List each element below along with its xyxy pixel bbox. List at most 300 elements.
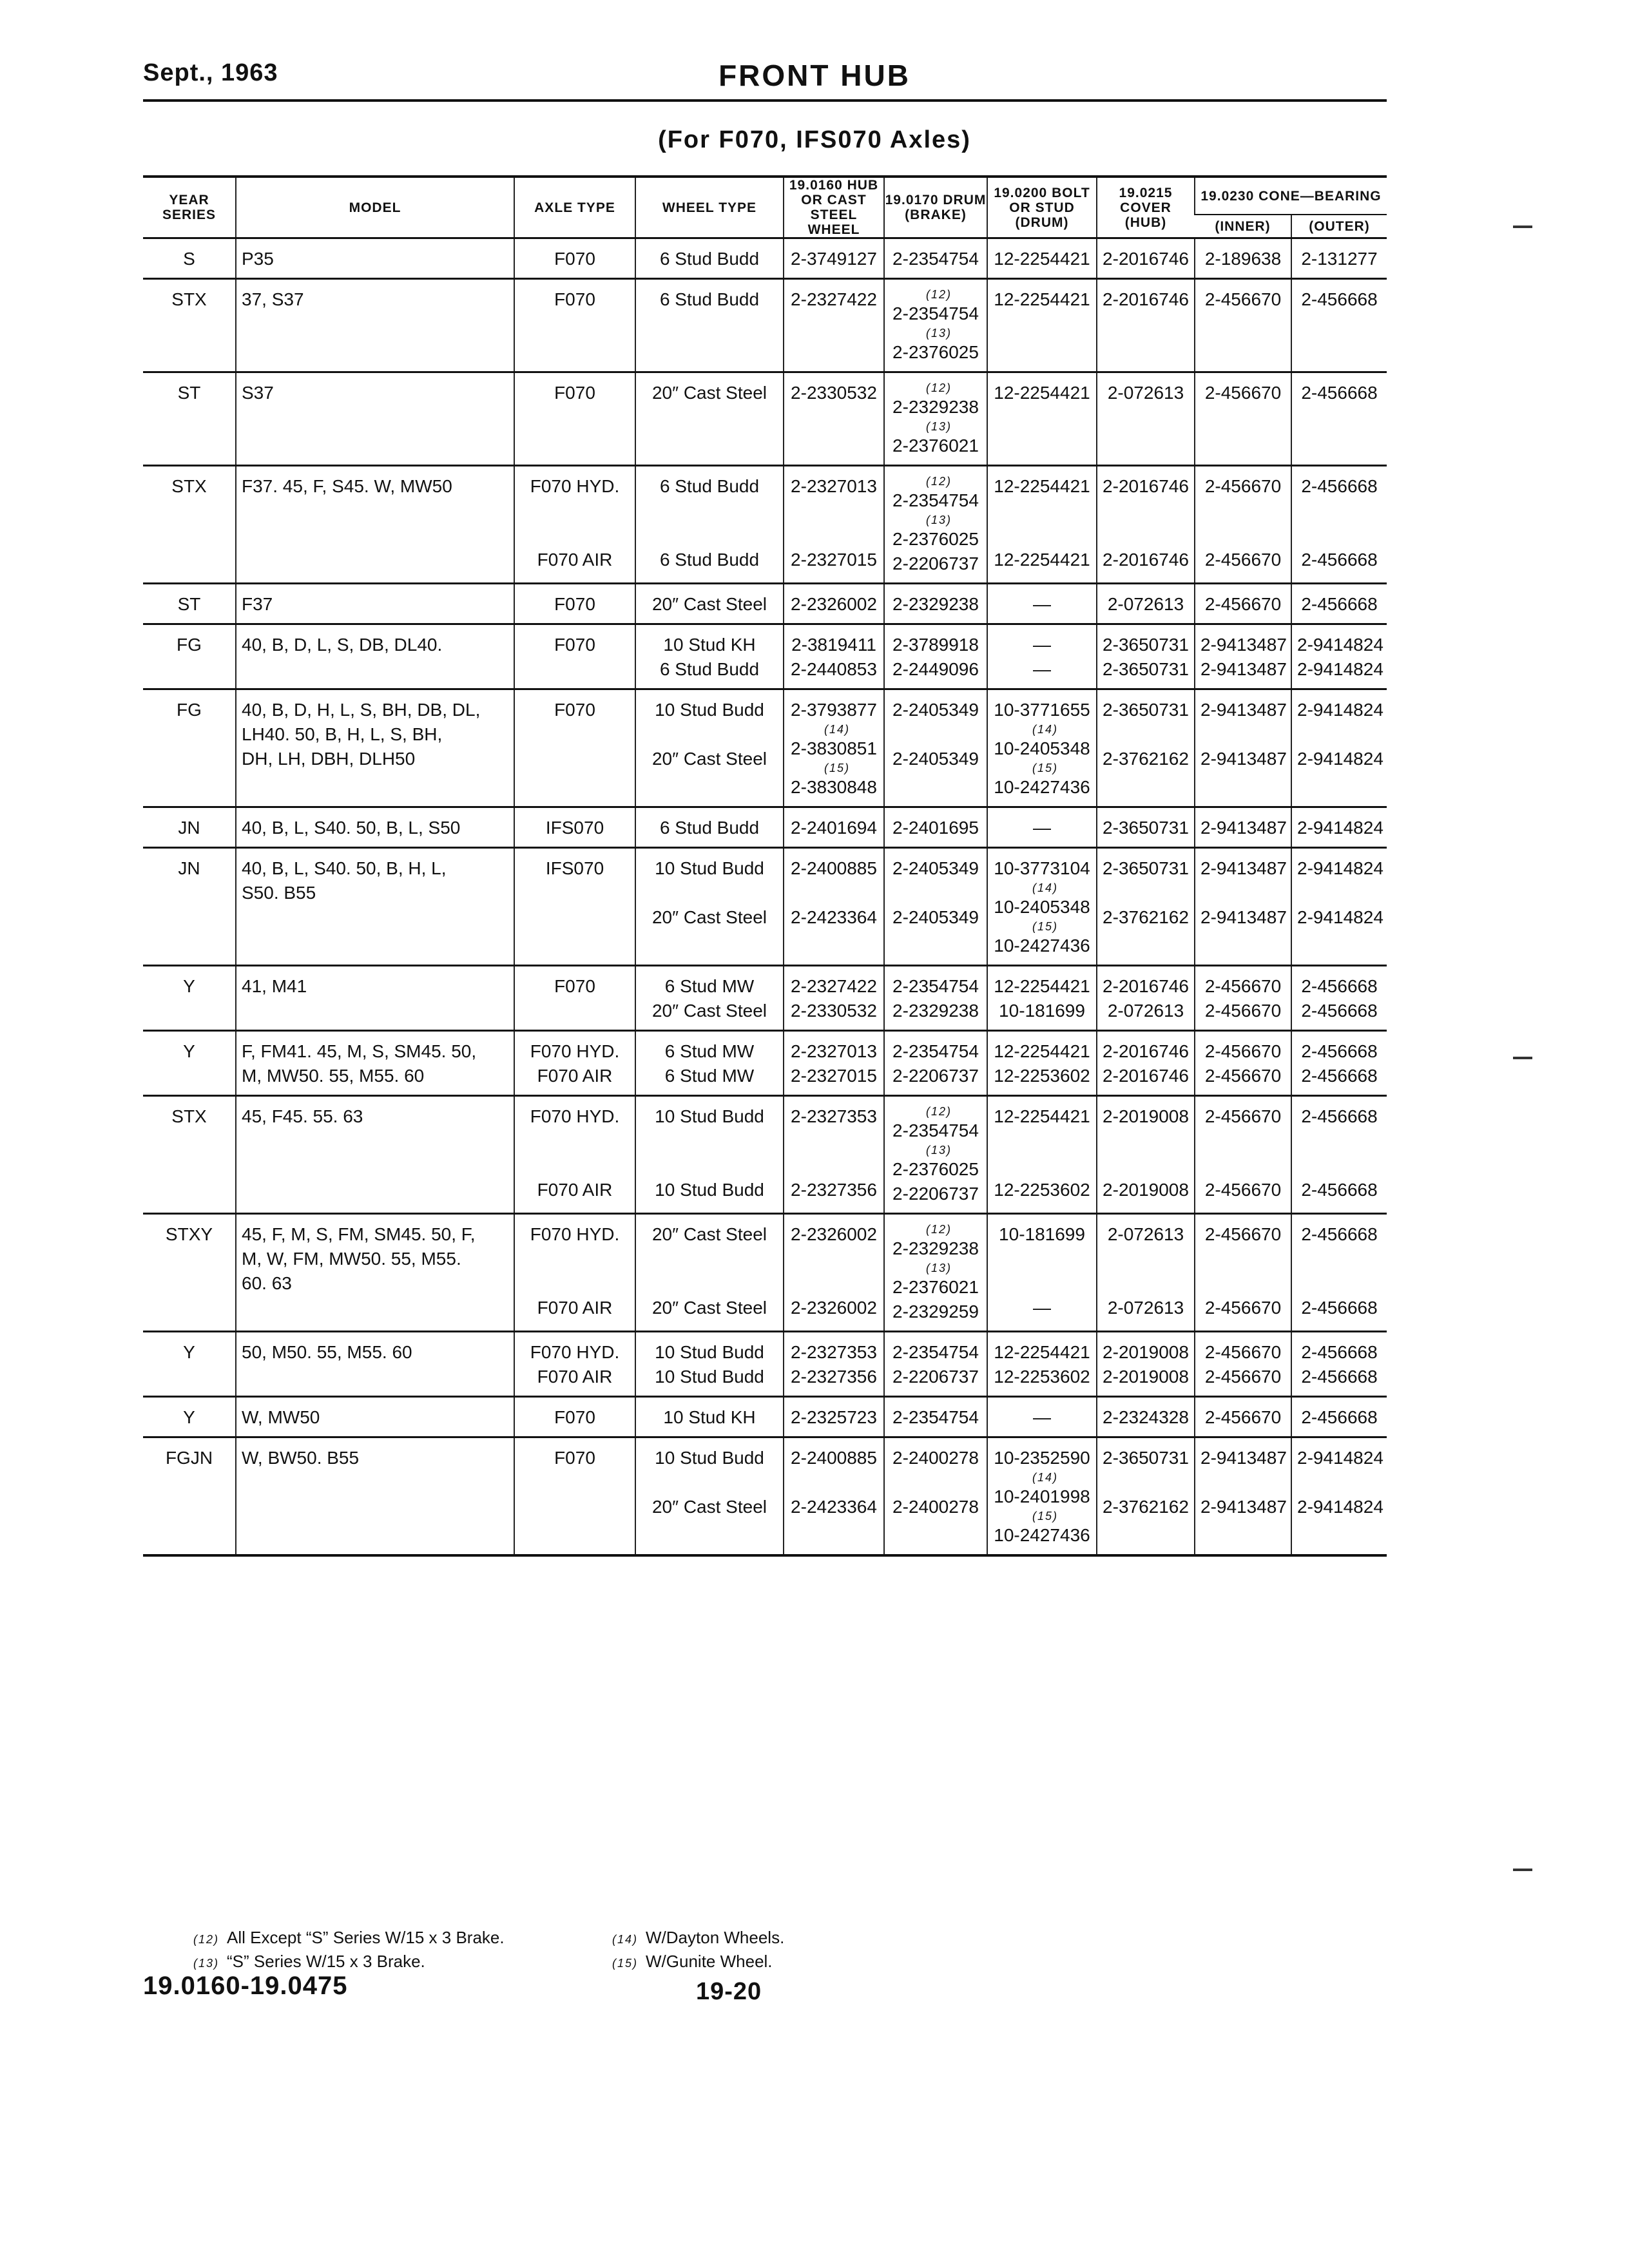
cell-text: F070 — [554, 383, 595, 403]
cell-text: 2-072613 — [1107, 1298, 1184, 1318]
cell-text: 2-2423364 — [791, 1497, 877, 1517]
cell-text — [1297, 722, 1382, 747]
cell-axle — [514, 279, 635, 372]
table-row — [143, 372, 1387, 466]
cell-text: 10 Stud Budd — [655, 1106, 764, 1126]
cell-text: 10-2427436 — [994, 936, 1090, 956]
cell-text: 20″ Cast Steel — [651, 1497, 767, 1517]
cell-note-ref: (12) — [925, 1105, 952, 1118]
cell-wheel — [635, 238, 784, 279]
cell-text: 2-2019008 — [1103, 1342, 1189, 1362]
cell-inner — [1195, 1437, 1291, 1556]
cell-hub — [784, 1332, 884, 1397]
cell-text: 40, B, L, S40. 50, B, H, L, — [242, 858, 447, 878]
cell-bolt — [987, 1397, 1097, 1437]
cell-wheel — [635, 848, 784, 966]
cell-text: 40, B, D, L, S, DB, DL40. — [242, 635, 443, 655]
cell-cover — [1097, 807, 1195, 848]
cell-text: F070 — [554, 700, 595, 720]
cell-inner — [1195, 1397, 1291, 1437]
cell-text: 2-072613 — [1107, 1224, 1184, 1244]
table-row — [143, 584, 1387, 624]
cell-cover — [1097, 584, 1195, 624]
cell-text: 2-456670 — [1204, 1041, 1282, 1061]
col-year-series: YEAR SERIES — [162, 193, 217, 222]
cell-drum — [884, 238, 987, 279]
cell-text: JN — [178, 818, 200, 838]
cell-text: 2-3789918 — [892, 635, 979, 655]
cell-text: 2-9413487 — [1200, 700, 1287, 720]
cell-text: 2-2354754 — [892, 1041, 979, 1061]
table-row — [143, 966, 1387, 1031]
cell-text: P35 — [242, 249, 274, 269]
cell-text: 12-2254421 — [994, 1041, 1090, 1061]
cell-text: — — [1033, 635, 1051, 655]
cell-text: 2-2325723 — [791, 1407, 877, 1427]
cell-hub — [784, 624, 884, 689]
cell-axle — [514, 624, 635, 689]
cell-text: S37 — [242, 383, 274, 403]
cell-text: — — [1033, 1407, 1051, 1427]
cell-drum — [884, 1332, 987, 1397]
cell-text: 2-2016746 — [1103, 289, 1189, 309]
cell-text: 60. 63 — [242, 1273, 292, 1293]
cell-hub — [784, 372, 884, 466]
cell-model — [236, 848, 514, 966]
cell-hub — [784, 966, 884, 1031]
cell-drum — [884, 966, 987, 1031]
cell-text — [1297, 523, 1382, 548]
cell-text: 2-2327015 — [791, 550, 877, 570]
cell-model — [236, 1437, 514, 1556]
cell-text — [641, 1470, 778, 1495]
cell-wheel — [635, 466, 784, 584]
cell-axle — [514, 1214, 635, 1332]
col-axle-type: AXLE TYPE — [514, 177, 635, 238]
cell-model — [236, 966, 514, 1031]
parts-table-container — [143, 175, 1387, 1557]
cell-text: 2-456668 — [1301, 476, 1378, 496]
cell-note-ref: (14) — [1032, 723, 1058, 736]
cell-text: 2-456670 — [1204, 383, 1282, 403]
cell-text: 2-2206737 — [892, 1184, 979, 1204]
cell-text: 2-2327422 — [791, 289, 877, 309]
cell-text: 2-9413487 — [1200, 659, 1287, 679]
cell-hub — [784, 689, 884, 807]
cell-text: 2-9414824 — [1297, 700, 1383, 720]
cell-text: FGJN — [165, 1448, 213, 1468]
cell-text: 2-2327422 — [791, 976, 877, 996]
cell-text — [520, 499, 630, 523]
cell-outer — [1291, 966, 1387, 1031]
cell-axle — [514, 238, 635, 279]
cell-text: 50, M50. 55, M55. 60 — [242, 1342, 412, 1362]
cell-text: 45, F45. 55. 63 — [242, 1106, 363, 1126]
cell-text — [641, 1247, 778, 1271]
cell-inner — [1195, 1031, 1291, 1096]
cell-text: F070 HYD. — [530, 476, 620, 496]
cell-text: F070 — [554, 594, 595, 614]
cell-text: 2-9413487 — [1200, 907, 1287, 927]
cell-wheel — [635, 1096, 784, 1214]
cell-text: IFS070 — [545, 818, 604, 838]
cell-model — [236, 807, 514, 848]
cell-note-ref: (12) — [925, 1223, 952, 1236]
cell-text: F070 — [554, 1407, 595, 1427]
cell-note-ref: (13) — [925, 1144, 952, 1157]
table-row — [143, 279, 1387, 372]
cell-text: 2-2327356 — [791, 1367, 877, 1387]
cell-inner — [1195, 807, 1291, 848]
cell-text: 2-9414824 — [1297, 907, 1383, 927]
cell-text: 2-456668 — [1301, 289, 1378, 309]
cell-note-ref: (12) — [925, 475, 952, 488]
cell-text: 2-2400278 — [892, 1497, 979, 1517]
cell-text: 2-456668 — [1301, 1066, 1378, 1086]
cell-text: 6 Stud Budd — [659, 550, 760, 570]
cell-axle — [514, 689, 635, 807]
cell-text: 10 Stud Budd — [655, 858, 764, 878]
cell-text: 2-456670 — [1204, 1298, 1282, 1318]
table-row — [143, 1332, 1387, 1397]
cell-text: 2-3793877 — [791, 700, 877, 720]
cell-text: F070 — [554, 249, 595, 269]
cell-text — [520, 523, 630, 548]
cell-text — [1103, 1153, 1189, 1178]
cell-bolt — [987, 372, 1097, 466]
cell-text: 2-9414824 — [1297, 749, 1383, 769]
cell-text: 2-2354754 — [892, 976, 979, 996]
cell-year-series — [143, 584, 236, 624]
page-subtitle: (For F070, IFS070 Axles) — [658, 126, 971, 153]
cell-text: 2-2326002 — [791, 594, 877, 614]
cell-text: 2-9413487 — [1200, 1448, 1287, 1468]
cell-text: 2-456668 — [1301, 1106, 1378, 1126]
cell-drum — [884, 279, 987, 372]
cell-text: F070 — [554, 289, 595, 309]
cell-text: 2-3650731 — [1103, 1448, 1189, 1468]
cell-hub — [784, 1031, 884, 1096]
cell-drum — [884, 1397, 987, 1437]
cell-text: 10 Stud Budd — [655, 1180, 764, 1200]
col-outer: (OUTER) — [1291, 215, 1387, 238]
cell-text — [1103, 1470, 1189, 1495]
cell-inner — [1195, 279, 1291, 372]
cell-model — [236, 238, 514, 279]
table-row — [143, 624, 1387, 689]
margin-tick — [1513, 226, 1532, 228]
cell-text: 2-2354754 — [892, 1407, 979, 1427]
cell-axle — [514, 372, 635, 466]
cell-inner — [1195, 966, 1291, 1031]
cell-text: F070 AIR — [537, 550, 613, 570]
cell-text: W, BW50. B55 — [242, 1448, 360, 1468]
cell-text: 2-2019008 — [1103, 1180, 1189, 1200]
cell-wheel — [635, 966, 784, 1031]
cell-hub — [784, 1437, 884, 1556]
cell-text — [1200, 523, 1286, 548]
cell-note-ref: (15) — [824, 762, 850, 774]
cell-wheel — [635, 689, 784, 807]
cell-text: LH40. 50, B, H, L, S, BH, — [242, 724, 443, 744]
cell-text: 12-2254421 — [994, 550, 1090, 570]
cell-bolt — [987, 848, 1097, 966]
cell-text — [641, 881, 778, 905]
margin-tick — [1513, 1869, 1532, 1871]
cell-model — [236, 1031, 514, 1096]
cell-outer — [1291, 1397, 1387, 1437]
table-row — [143, 238, 1387, 279]
table-row — [143, 1096, 1387, 1214]
cell-text — [789, 881, 878, 905]
cell-text: 2-9413487 — [1200, 635, 1287, 655]
cell-cover — [1097, 1332, 1195, 1397]
cell-text: — — [1033, 818, 1051, 838]
cell-text: 2-2376025 — [892, 529, 979, 549]
cell-hub — [784, 279, 884, 372]
table-row — [143, 466, 1387, 584]
cell-text: 2-2354754 — [892, 303, 979, 323]
cell-text: 2-2405349 — [892, 858, 979, 878]
cell-text: 2-456670 — [1204, 1066, 1282, 1086]
cell-text: 2-2376021 — [892, 436, 979, 456]
col-model: MODEL — [236, 177, 514, 238]
cell-text: ST — [177, 383, 201, 403]
cell-text: 2-2327015 — [791, 1066, 877, 1086]
cell-model — [236, 279, 514, 372]
cell-text: 2-2329238 — [892, 594, 979, 614]
cell-bolt — [987, 966, 1097, 1031]
cell-text: M, MW50. 55, M55. 60 — [242, 1066, 425, 1086]
cell-text: 2-2405349 — [892, 749, 979, 769]
cell-text: 20″ Cast Steel — [651, 1224, 767, 1244]
cell-text: 2-9414824 — [1297, 818, 1383, 838]
cell-bolt — [987, 1437, 1097, 1556]
cell-text: F070 — [554, 976, 595, 996]
cell-text — [789, 1470, 878, 1495]
cell-note-ref: (13) — [925, 1262, 952, 1274]
cell-outer — [1291, 689, 1387, 807]
cell-text: 2-2206737 — [892, 1367, 979, 1387]
cell-model — [236, 584, 514, 624]
cell-text: 6 Stud Budd — [659, 818, 760, 838]
cell-axle — [514, 1437, 635, 1556]
cell-bolt — [987, 689, 1097, 807]
cell-text — [641, 722, 778, 747]
cell-text: 2-456670 — [1204, 1106, 1282, 1126]
cell-text: 2-9413487 — [1200, 858, 1287, 878]
cell-year-series — [143, 1096, 236, 1214]
cell-text: 2-2326002 — [791, 1224, 877, 1244]
cell-text: 2-456670 — [1204, 289, 1282, 309]
cell-text — [520, 1247, 630, 1271]
cell-drum — [884, 1096, 987, 1214]
cell-model — [236, 1332, 514, 1397]
cell-text: 2-9414824 — [1297, 1448, 1383, 1468]
cell-text: F070 AIR — [537, 1066, 613, 1086]
cell-cover — [1097, 624, 1195, 689]
cell-text: Y — [183, 1342, 195, 1362]
table-row — [143, 689, 1387, 807]
cell-text: M, W, FM, MW50. 55, M55. — [242, 1249, 461, 1269]
cell-text: 2-2327353 — [791, 1106, 877, 1126]
cell-model — [236, 624, 514, 689]
cell-text: 2-2326002 — [791, 1298, 877, 1318]
cell-inner — [1195, 848, 1291, 966]
cell-text: 2-9414824 — [1297, 659, 1383, 679]
cell-text — [520, 1129, 630, 1153]
cell-text: 40, B, D, H, L, S, BH, DB, DL, — [242, 700, 481, 720]
cell-text: 12-2254421 — [994, 976, 1090, 996]
cell-text: 2-2405349 — [892, 700, 979, 720]
cell-text: 2-456668 — [1301, 1001, 1378, 1021]
cell-text: 2-9413487 — [1200, 1497, 1287, 1517]
cell-year-series — [143, 279, 236, 372]
footnote-14: (14) W/Dayton Wheels. — [612, 1928, 785, 1947]
cell-outer — [1291, 807, 1387, 848]
cell-cover — [1097, 966, 1195, 1031]
cell-text — [993, 499, 1091, 523]
cell-text: — — [1033, 659, 1051, 679]
cell-text: 10-2427436 — [994, 777, 1090, 797]
cell-text: 2-456668 — [1301, 976, 1378, 996]
cell-cover — [1097, 1397, 1195, 1437]
cell-text: 10-2405348 — [994, 738, 1090, 758]
cell-bolt — [987, 466, 1097, 584]
cell-year-series — [143, 1332, 236, 1397]
cell-text: 12-2254421 — [994, 383, 1090, 403]
cell-text: 2-2400885 — [791, 1448, 877, 1468]
cell-hub — [784, 1096, 884, 1214]
cell-drum — [884, 848, 987, 966]
cell-text: 2-131277 — [1301, 249, 1378, 269]
cell-text: 2-2206737 — [892, 1066, 979, 1086]
cell-bolt — [987, 807, 1097, 848]
cell-text: 10-181699 — [999, 1224, 1085, 1244]
cell-text: STX — [171, 1106, 207, 1126]
cell-text: 2-456670 — [1204, 550, 1282, 570]
cell-wheel — [635, 1437, 784, 1556]
cell-text — [641, 1129, 778, 1153]
cell-text: 2-2354754 — [892, 490, 979, 510]
cell-text: 10-2427436 — [994, 1525, 1090, 1545]
header-rule — [143, 99, 1387, 102]
cell-text: 2-2330532 — [791, 383, 877, 403]
cell-year-series — [143, 372, 236, 466]
cell-text: 10-2401998 — [994, 1486, 1090, 1506]
cell-text: 41, M41 — [242, 976, 307, 996]
cell-text: 2-2376025 — [892, 1159, 979, 1179]
cell-text: ST — [177, 594, 201, 614]
cell-outer — [1291, 372, 1387, 466]
cell-drum — [884, 624, 987, 689]
cell-text: 2-9414824 — [1297, 858, 1383, 878]
cell-model — [236, 689, 514, 807]
cell-year-series — [143, 624, 236, 689]
cell-text: 2-456670 — [1204, 476, 1282, 496]
cell-text — [1200, 881, 1286, 905]
footnote-13: (13) “S” Series W/15 x 3 Brake. — [193, 1952, 425, 1971]
cell-text: 10-181699 — [999, 1001, 1085, 1021]
cell-text: 2-2016746 — [1103, 1041, 1189, 1061]
cell-text: 2-456670 — [1204, 1367, 1282, 1387]
cell-text: 2-2354754 — [892, 1342, 979, 1362]
cell-wheel — [635, 1332, 784, 1397]
cell-text: 2-3650731 — [1103, 858, 1189, 878]
cell-text: 2-2324328 — [1103, 1407, 1189, 1427]
footnote-12: (12) All Except “S” Series W/15 x 3 Brake. — [193, 1928, 505, 1947]
footnote-15: (15) W/Gunite Wheel. — [612, 1952, 773, 1971]
cell-text: — — [1033, 594, 1051, 614]
cell-note-ref: (14) — [1032, 1471, 1058, 1484]
cell-text: 2-2327356 — [791, 1180, 877, 1200]
margin-tick — [1513, 1057, 1532, 1059]
cell-text: F070 HYD. — [530, 1342, 620, 1362]
table-row — [143, 807, 1387, 848]
table-header — [143, 177, 1387, 238]
cell-text: 20″ Cast Steel — [651, 594, 767, 614]
cell-hub — [784, 807, 884, 848]
cell-text: 2-2400885 — [791, 858, 877, 878]
cell-text — [1297, 499, 1382, 523]
cell-text: 10 Stud Budd — [655, 700, 764, 720]
cell-text: 2-456670 — [1204, 1342, 1282, 1362]
cell-text: 2-456668 — [1301, 594, 1378, 614]
cell-text: 10-2352590 — [994, 1448, 1090, 1468]
cell-text: 45, F, M, S, FM, SM45. 50, F, — [242, 1224, 476, 1244]
table-row — [143, 1397, 1387, 1437]
cell-text: 2-456668 — [1301, 383, 1378, 403]
cell-text: 37, S37 — [242, 289, 304, 309]
cell-text: F070 AIR — [537, 1367, 613, 1387]
cell-text: 12-2253602 — [994, 1066, 1090, 1086]
cell-text: 6 Stud MW — [664, 1066, 755, 1086]
cell-cover — [1097, 1214, 1195, 1332]
cell-text: Y — [183, 1041, 195, 1061]
cell-drum — [884, 1214, 987, 1332]
cell-outer — [1291, 1332, 1387, 1397]
cell-hub — [784, 584, 884, 624]
cell-cover — [1097, 1096, 1195, 1214]
cell-note-ref: (15) — [1032, 762, 1058, 774]
table-row — [143, 1214, 1387, 1332]
cell-inner — [1195, 689, 1291, 807]
cell-text: 12-2254421 — [994, 1106, 1090, 1126]
cell-text: FG — [177, 635, 202, 655]
cell-axle — [514, 966, 635, 1031]
cell-text: — — [1033, 1298, 1051, 1318]
cell-text: 10-3771655 — [994, 700, 1090, 720]
cell-wheel — [635, 1031, 784, 1096]
cell-outer — [1291, 584, 1387, 624]
cell-text: 2-456670 — [1204, 594, 1282, 614]
cell-bolt — [987, 279, 1097, 372]
cell-wheel — [635, 807, 784, 848]
cell-outer — [1291, 1437, 1387, 1556]
cell-text — [789, 1129, 878, 1153]
cell-cover — [1097, 848, 1195, 966]
cell-text — [1103, 722, 1189, 747]
cell-text: 2-2327353 — [791, 1342, 877, 1362]
cell-text: 20″ Cast Steel — [651, 907, 767, 927]
cell-inner — [1195, 1096, 1291, 1214]
cell-year-series — [143, 966, 236, 1031]
table-row — [143, 1031, 1387, 1096]
cell-text: 6 Stud Budd — [659, 659, 760, 679]
cell-drum — [884, 584, 987, 624]
cell-text: 2-2400278 — [892, 1448, 979, 1468]
cell-text: 2-9413487 — [1200, 818, 1287, 838]
